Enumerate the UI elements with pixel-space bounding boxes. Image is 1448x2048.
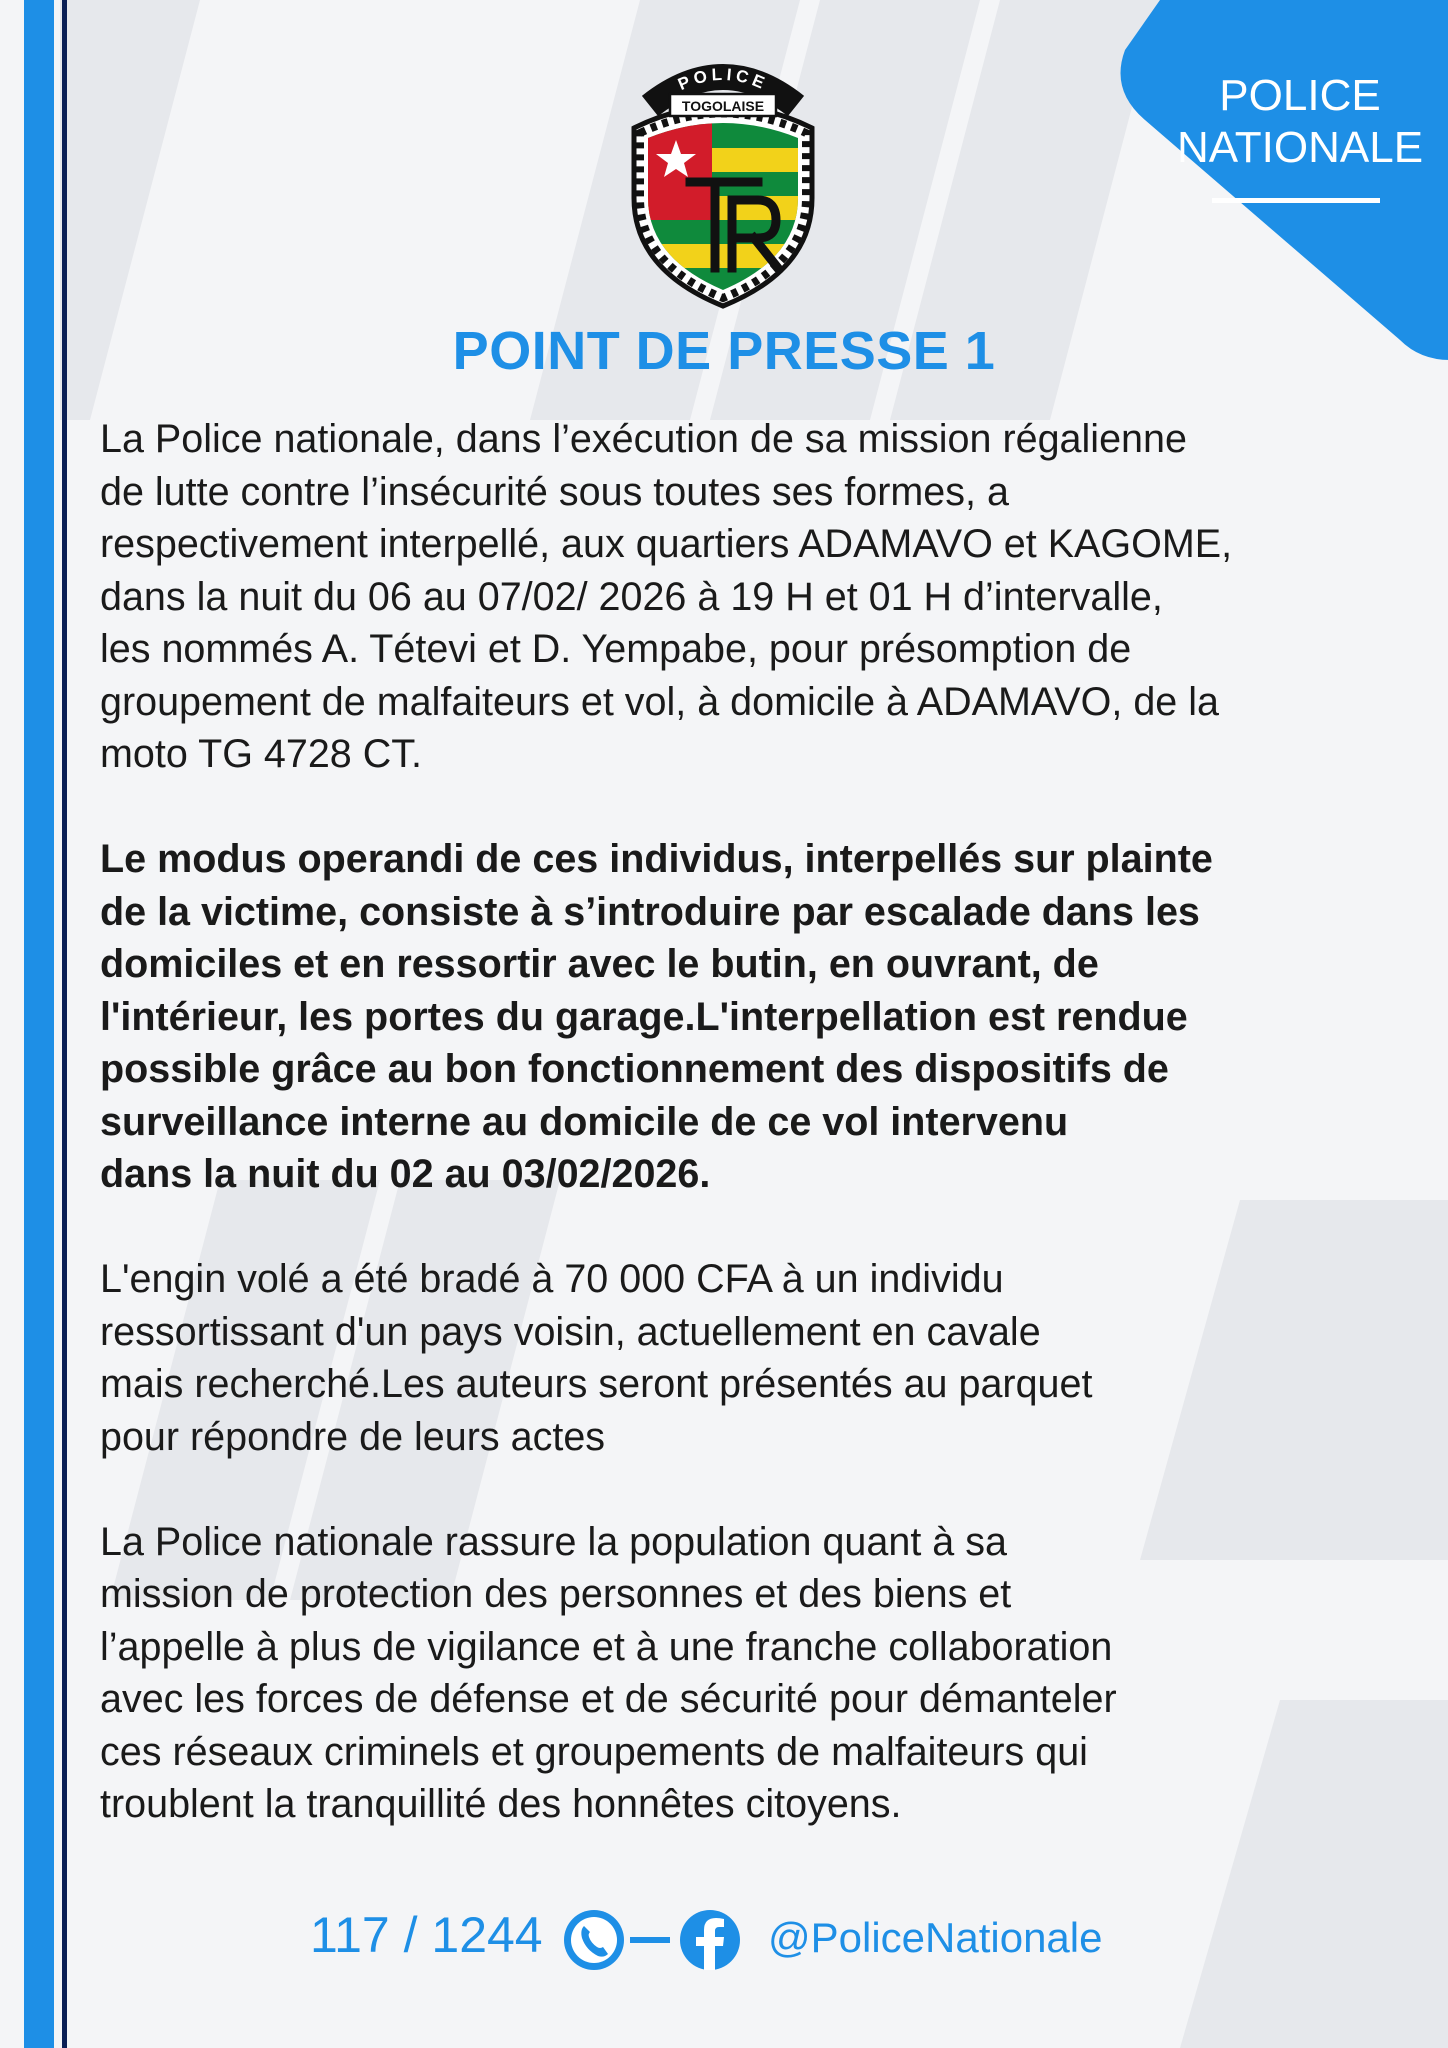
- page-title: POINT DE PRESSE 1: [452, 321, 996, 381]
- press-release-body: [100, 413, 1430, 1883]
- paragraph-stolen-vehicle: L'engin volé a été bradé à 70 000 CFA à un individu ressortissant d'un pays voisin, actuellement en cavale mais recherché.Les auteurs seront présentés au parquet pour répondre de leurs actes: [100, 1257, 1093, 1459]
- badge-underline: [1212, 198, 1380, 203]
- police-togolaise-emblem: [620, 48, 826, 310]
- paragraph-reassurance: La Police nationale rassure la population quant à sa mission de protection des personnes et des biens et l’appelle à plus de vigilance et à une franche collaboration avec les forces de défense et de sécurité pour démanteler ces réseaux criminels et groupements de malfaiteurs qui troublent la tranquillité des honnêtes citoyens.: [100, 1519, 1117, 1826]
- phone-icon: [564, 1910, 624, 1970]
- emblem-text-police: POLICE: [675, 64, 771, 95]
- badge-line-2: NATIONALE: [1176, 123, 1424, 172]
- left-accent-bar: [24, 0, 54, 2048]
- footer-dash: [630, 1937, 670, 1943]
- emergency-numbers: 117 / 1244: [310, 1907, 543, 1963]
- facebook-icon[interactable]: [680, 1910, 740, 1970]
- corner-badge-shape: [1050, 0, 1448, 360]
- paragraph-intro: La Police nationale, dans l’exécution de sa mission régalienne de lutte contre l’insécurité sous toutes ses formes, a respectivement interpellé, aux quartiers ADAMAVO et KAGOME, dans la nuit du 06 au 07/02/ 2026 à 19 H et 01 H d’intervalle, les nommés A. Tétevi et D. Yempabe, pour présomption de groupement de malfaiteurs et vol, à domicile à ADAMAVO, de la moto TG 4728 CT.: [100, 417, 1233, 776]
- paragraph-modus-operandi: Le modus operandi de ces individus, interpellés sur plainte de la victime, consiste à s’introduire par escalade dans les domiciles et en ressortir avec le butin, en ouvrant, de l'intérieur, les portes du garage.L'interpellation est rendue possible grâce au bon fonctionnement des dispositifs de surveillance interne au domicile de ce vol intervenu dans la nuit du 02 au 03/02/2026.: [100, 837, 1213, 1196]
- emblem-text-togolaise: TOGOLAISE: [681, 98, 765, 114]
- badge-line-1: POLICE: [1219, 71, 1381, 120]
- corner-badge-text: [1140, 70, 1448, 174]
- footer-icons: [560, 1900, 750, 1980]
- footer-contact: [0, 1900, 1448, 1980]
- facebook-handle[interactable]: @PoliceNationale: [768, 1914, 1103, 1961]
- left-accent-line: [62, 0, 67, 2048]
